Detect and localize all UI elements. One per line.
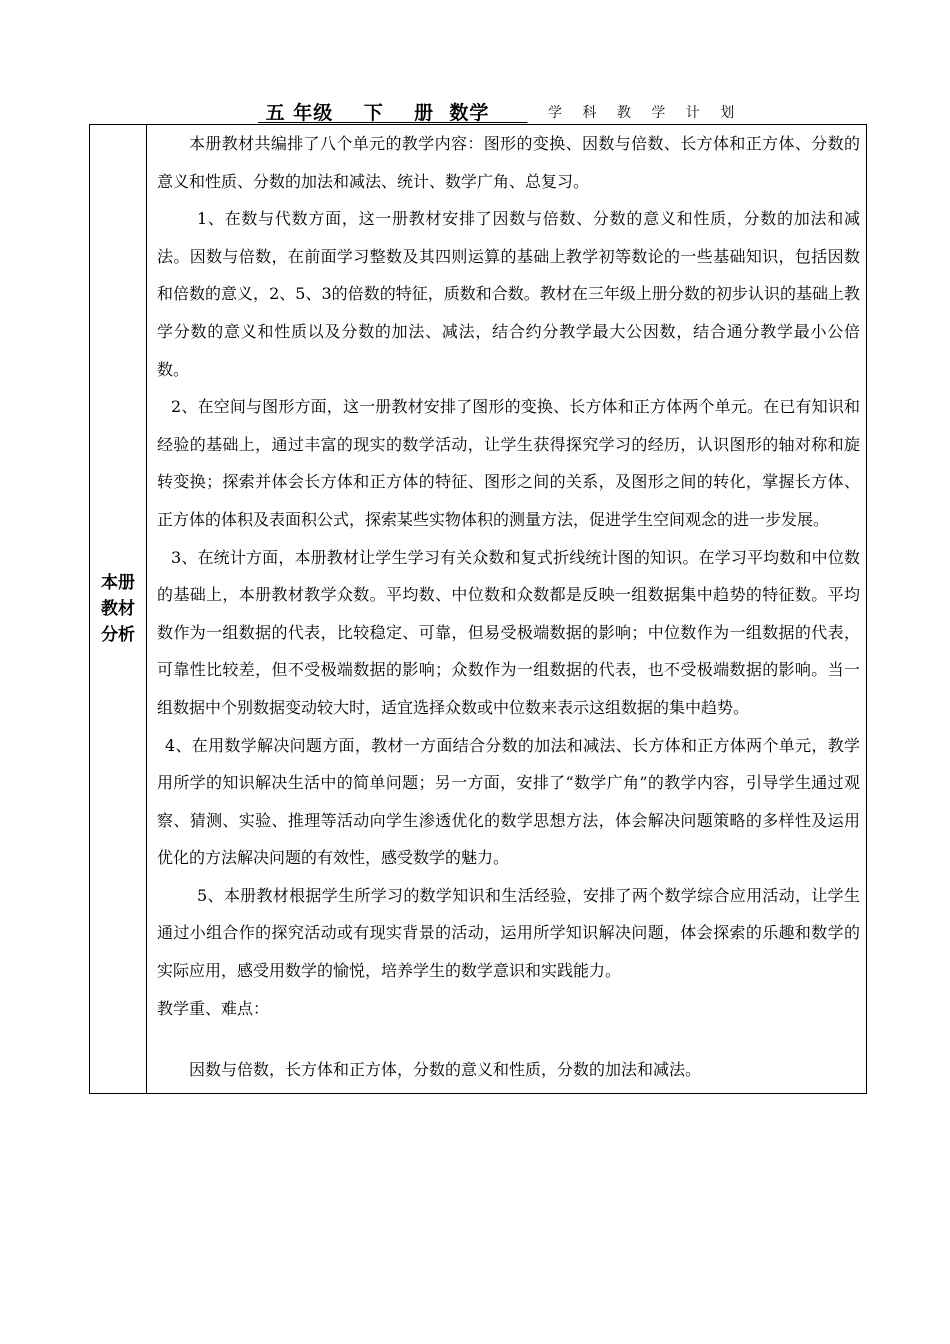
key-points-text: 因数与倍数，长方体和正方体，分数的意义和性质，分数的加法和减法。 [189, 1060, 702, 1080]
intro-paragraph: 本册教材共编排了八个单元的教学内容：图形的变换、因数与倍数、长方体和正方体、分数的意义和性质、分数的加法和减法、统计、数学广角、总复习。 [157, 134, 860, 191]
document-header [0, 98, 950, 124]
blank-line [157, 1027, 860, 1051]
section-content-cell [147, 125, 867, 1094]
space-geometry-paragraph: 2、在空间与图形方面，这一册教材安排了图形的变换、长方体和正方体两个单元。在已有知识和经验的基础上，通过丰富的现实的数学活动，让学生获得探究学习的经历，认识图形的轴对称和旋转变换；探索并体会长方体和正方体的特征、图形之间的关系，及图形之间的转化，掌握长方体、正方体的体积及表面积公式，探索某些实物体积的测量方法，促进学生空间观念的进一步发展。 [157, 397, 860, 529]
problem-solving-paragraph: 4、在用数学解决问题方面，教材一方面结合分数的加法和减法、长方体和正方体两个单元，教学用所学的知识解决生活中的简单问题；另一方面，安排了“数学广角”的教学内容，引导学生通过观察、猜测、实验、推理等活动向学生渗透优化的数学思想方法，体会解决问题策略的多样性及运用优化的方法解决问题的有效性，感受数学的魅力。 [157, 735, 860, 868]
plan-subtitle: 学 科 教 学 计 划 [548, 105, 743, 121]
plan-table [89, 124, 867, 1094]
plan-row [90, 125, 867, 1094]
section-label: 本册教材分析 [101, 572, 135, 645]
comprehensive-activity-paragraph: 5、本册教材根据学生所学习的数学知识和生活经验，安排了两个数学综合应用活动，让学生通过小组合作的探究活动或有现实背景的活动，运用所学知识解决问题，体会探索的乐趣和数学的实际应用，感受用数学的愉悦，培养学生的数学意识和实践能力。 [157, 885, 860, 981]
section-label-cell [90, 125, 147, 1094]
plan-title: 五 年级 下 册 数学 [258, 102, 528, 124]
number-algebra-paragraph: 1、在数与代数方面，这一册教材安排了因数与倍数、分数的意义和性质，分数的加法和减法。因数与倍数，在前面学习整数及其四则运算的基础上教学初等数论的一些基础知识，包括因数和倍数的意义，2、5、3的倍数的特征，质数和合数。教材在三年级上册分数的初步认识的基础上教学分数的意义和性质以及分数的加法、减法，结合约分教学最大公因数，结合通分教学最小公倍数。 [157, 209, 860, 379]
key-points-heading: 教学重、难点： [157, 998, 270, 1018]
statistics-paragraph: 3、在统计方面，本册教材让学生学习有关众数和复式折线统计图的知识。在学习平均数和中位数的基础上，本册教材教学众数。平均数、中位数和众数都是反映一组数据集中趋势的特征数。平均数作为一组数据的代表，比较稳定、可靠，但易受极端数据的影响；中位数作为一组数据的代表，可靠性比较差，但不受极端数据的影响；众数作为一组数据的代表，也不受极端数据的影响。当一组数据中个别数据变动较大时，适宜选择众数或中位数来表示这组数据的集中趋势。 [157, 547, 860, 717]
